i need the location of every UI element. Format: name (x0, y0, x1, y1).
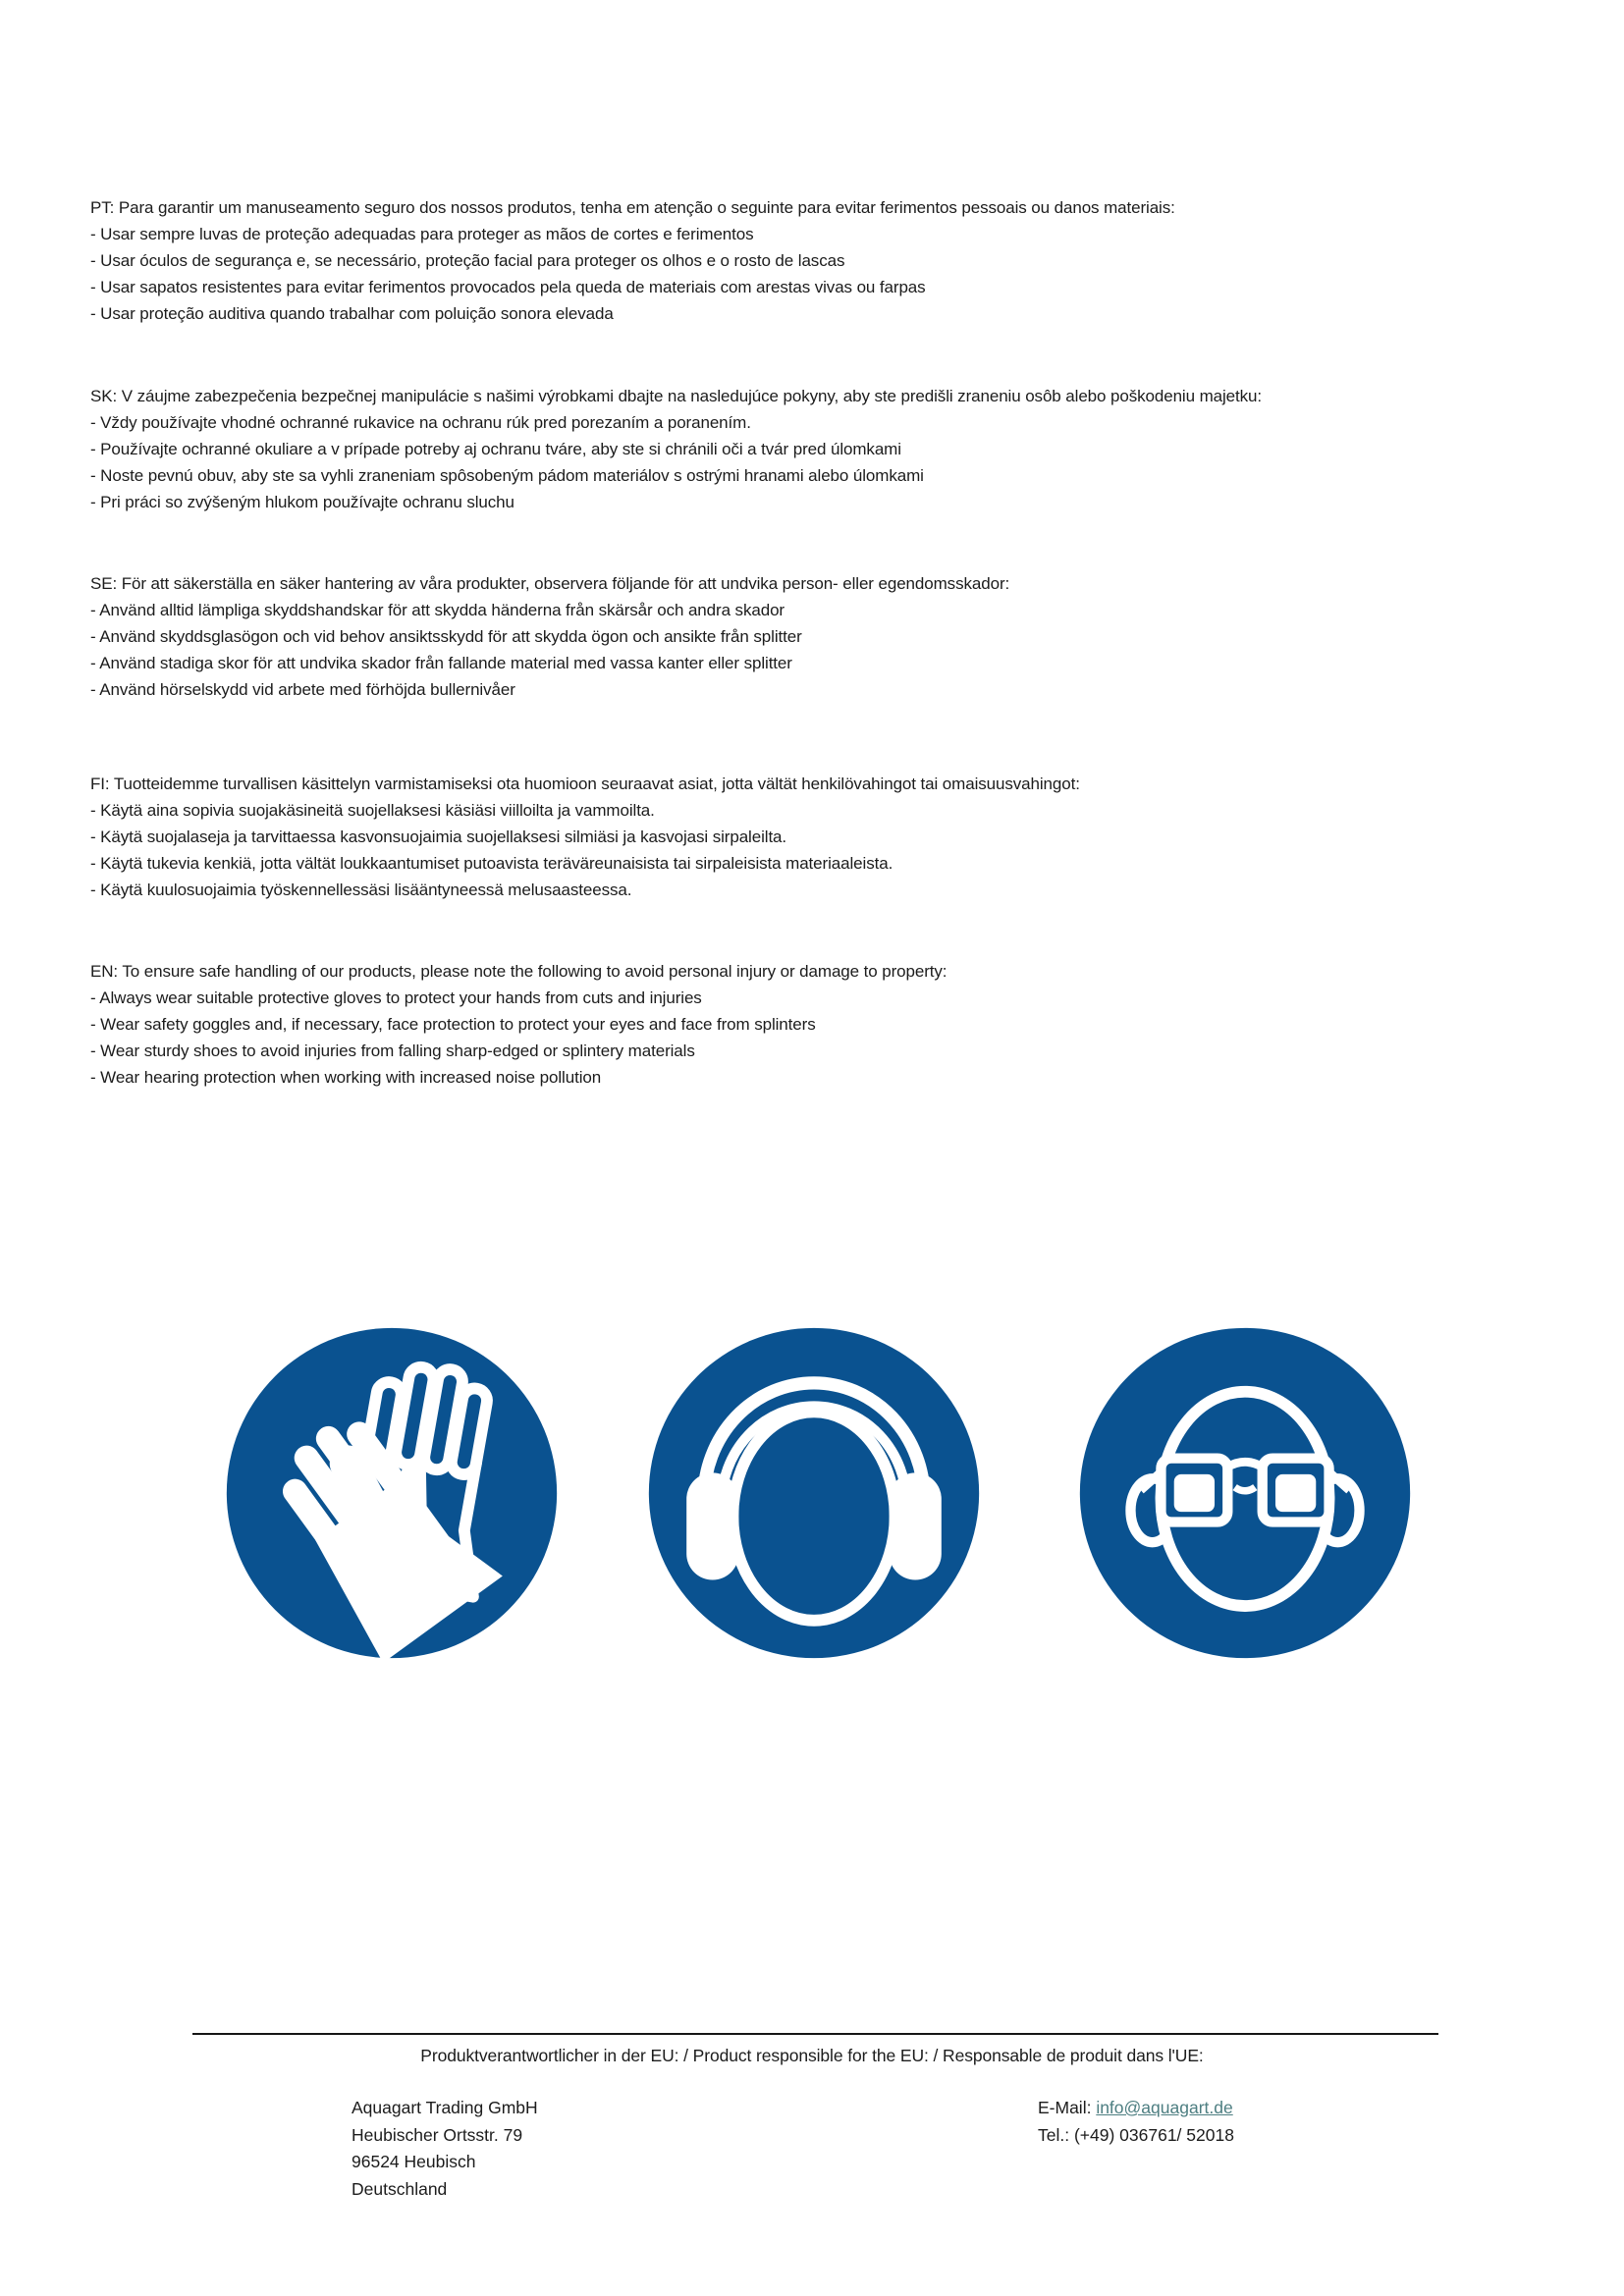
eye-protection-mandatory-icon (1071, 1319, 1419, 1667)
pictogram-wear-eye-protection (1071, 1319, 1419, 1667)
section-bullet-line: - Käytä aina sopivia suojakäsineitä suojellaksesi käsiäsi viilloilta ja vammoilta. (90, 801, 655, 820)
section-bullet-line: - Always wear suitable protective gloves to protect your hands from cuts and injuries (90, 988, 702, 1007)
section-bullet-line: - Noste pevnú obuv, aby ste sa vyhli zraneniam spôsobeným pádom materiálov s ostrými hranami alebo úlomkami (90, 466, 924, 485)
email-line (1038, 2095, 1234, 2122)
section-bullet-line: - Pri práci so zvýšeným hlukom používajte ochranu sluchu (90, 493, 514, 511)
section-bullet-line: - Använd skyddsglasögon och vid behov ansiktsskydd för att skydda ögon och ansikte från splitter (90, 627, 802, 646)
section-bullet-line: - Wear safety goggles and, if necessary, face protection to protect your eyes and face from splinters (90, 1015, 816, 1034)
email-label: E-Mail: (1038, 2098, 1097, 2117)
section-bullet-line: - Använd alltid lämpliga skyddshandskar för att skydda händerna från skärsår och andra skador (90, 601, 785, 619)
address-line-company: Aquagart Trading GmbH (352, 2098, 538, 2117)
safety-section-fi (90, 771, 1080, 903)
section-bullet-line: - Usar sapatos resistentes para evitar ferimentos provocados pela queda de materiais com arestas vivas ou farpas (90, 278, 926, 296)
section-bullet-line: - Använd hörselskydd vid arbete med förhöjda bullernivåer (90, 680, 515, 699)
section-bullet-line: - Usar proteção auditiva quando trabalhar com poluição sonora elevada (90, 304, 614, 323)
section-intro-line: SK: V záujme zabezpečenia bezpečnej manipulácie s našimi výrobkami dbajte na nasledujúce pokyny, aby ste predišli zraneniu osôb alebo poškodeniu majetku: (90, 387, 1263, 405)
gloves-mandatory-icon (218, 1319, 566, 1667)
section-bullet-line: - Usar óculos de segurança e, se necessário, proteção facial para proteger os olhos e o rosto de lascas (90, 251, 845, 270)
section-bullet-line: - Usar sempre luvas de proteção adequadas para proteger as mãos de cortes e ferimentos (90, 225, 754, 243)
section-bullet-line: - Käytä tukevia kenkiä, jotta vältät loukkaantumiset putoavista teräväreunaisista tai sirpaleisista materiaaleista. (90, 854, 893, 873)
footer-divider (192, 2033, 1438, 2035)
section-intro-line: FI: Tuotteidemme turvallisen käsittelyn varmistamiseksi ota huomioon seuraavat asiat, jotta vältät henkilövahingot tai omaisuusvahingot: (90, 774, 1080, 793)
safety-section-se (90, 570, 1009, 703)
footer-heading: Produktverantwortlicher in der EU: / Product responsible for the EU: / Responsable de produit dans l'UE: (420, 2046, 1204, 2065)
safety-section-pt (90, 194, 1175, 327)
email-link[interactable]: info@aquagart.de (1096, 2098, 1233, 2117)
address-line-city: 96524 Heubisch (352, 2152, 476, 2171)
section-bullet-line: - Käytä suojalaseja ja tarvittaessa kasvonsuojaimia suojellaksesi silmiäsi ja kasvojasi sirpaleilta. (90, 828, 787, 846)
ear-protection-mandatory-icon (640, 1319, 988, 1667)
safety-section-en (90, 958, 947, 1091)
pictogram-wear-ear-protection (640, 1319, 988, 1667)
section-bullet-line: - Käytä kuulosuojaimia työskennellessäsi lisääntyneessä melusaasteessa. (90, 881, 632, 899)
section-bullet-line: - Používajte ochranné okuliare a v prípade potreby aj ochranu tváre, aby ste si chránili oči a tvár pred úlomkami (90, 440, 901, 458)
contact-info (1038, 2095, 1234, 2149)
company-address (352, 2095, 538, 2203)
section-intro-line: SE: För att säkerställa en säker hantering av våra produkter, observera följande för att undvika person- eller egendomsskador: (90, 574, 1010, 593)
section-bullet-line: - Wear sturdy shoes to avoid injuries from falling sharp-edged or splintery materials (90, 1041, 695, 1060)
phone-line: Tel.: (+49) 036761/ 52018 (1038, 2124, 1234, 2145)
section-intro-line: EN: To ensure safe handling of our products, please note the following to avoid personal injury or damage to property: (90, 962, 947, 981)
section-intro-line: PT: Para garantir um manuseamento seguro dos nossos produtos, tenha em atenção o seguinte para evitar ferimentos pessoais ou danos materiais: (90, 198, 1175, 217)
pictogram-wear-gloves (218, 1319, 566, 1667)
section-bullet-line: - Wear hearing protection when working with increased noise pollution (90, 1068, 602, 1087)
section-bullet-line: - Vždy používajte vhodné ochranné rukavice na ochranu rúk pred porezaním a poranením. (90, 413, 751, 432)
safety-section-sk (90, 383, 1262, 515)
section-bullet-line: - Använd stadiga skor för att undvika skador från fallande material med vassa kanter eller splitter (90, 654, 792, 672)
address-line-street: Heubischer Ortsstr. 79 (352, 2124, 523, 2145)
address-line-country: Deutschland (352, 2178, 448, 2199)
